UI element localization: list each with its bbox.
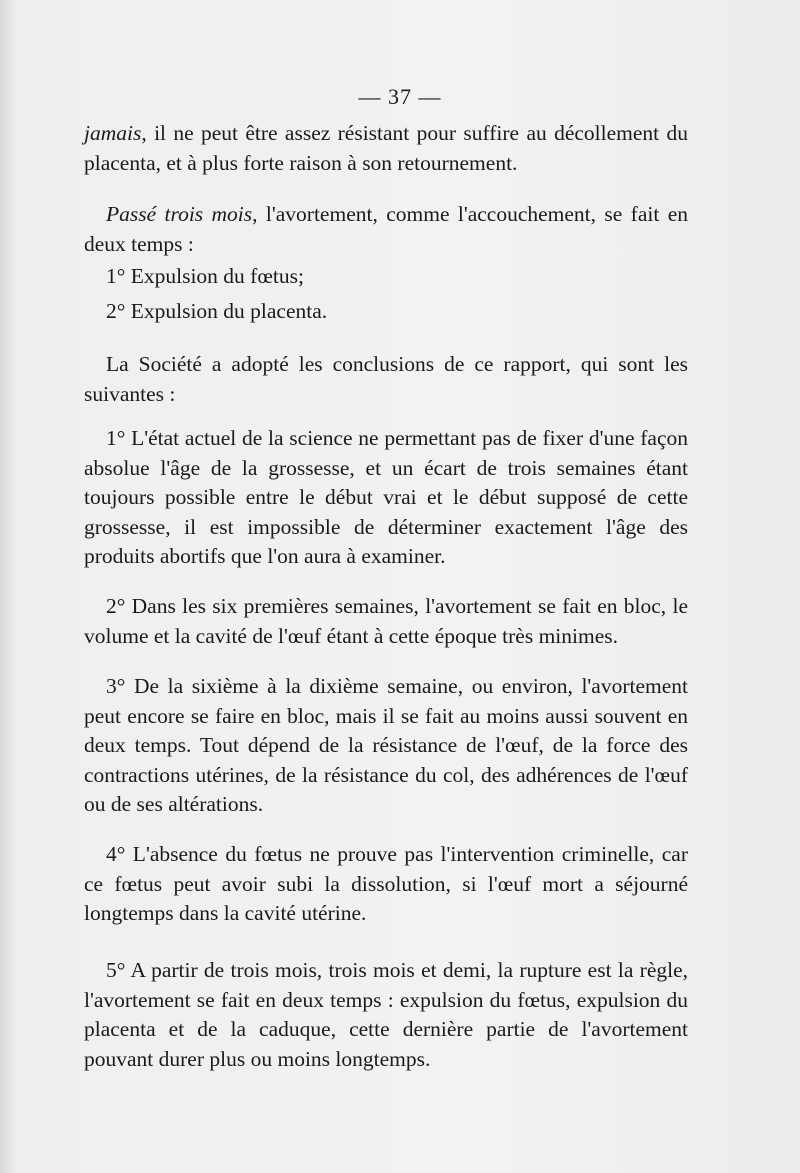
list-item: 2° Expulsion du placenta. [106, 299, 328, 323]
conclusion-item: 5° A partir de trois mois, trois mois et demi, la rupture est la règle, l'avortement se fait en deux temps : expulsion du fœtus, expulsion du placenta et de la caduque, cette dernière partie de l'avortement pouvant durer plus ou moins longtemps. [84, 958, 688, 1071]
conclusion-item: 4° L'absence du fœtus ne prouve pas l'intervention criminelle, car ce fœtus peut avoir subi la dissolution, si l'œuf mort a séjourné longtemps dans la cavité utérine. [84, 842, 688, 925]
italic-lead: Passé trois mois [106, 202, 253, 226]
list-item: 1° Expulsion du fœtus; [106, 264, 304, 288]
conclusion-item: 3° De la sixième à la dixième semaine, ou environ, l'avortement peut encore se faire en bloc, mais il se fait au moins aussi souvent en deux temps. Tout dépend de la résistance de l'œuf, de la force des contractions utérines, de la résistance du col, des adhérences de l'œuf ou de ses altérations. [84, 674, 688, 816]
paragraph [84, 119, 688, 178]
page-number: — 37 — [358, 84, 442, 109]
paragraph [84, 200, 688, 259]
conclusion-item: 1° L'état actuel de la science ne permettant pas de fixer d'une façon absolue l'âge de la grossesse, et un écart de trois semaines étant toujours possible entre le début vrai et le début supposé de cette grossesse, il est impossible de déterminer exactement l'âge des produits abortifs que l'on aura à examiner. [84, 426, 688, 568]
conclusion-item: 2° Dans les six premières semaines, l'avortement se fait en bloc, le volume et la cavité de l'œuf étant à cette époque très minimes. [84, 594, 688, 648]
italic-lead: jamais [84, 121, 142, 145]
paragraph: La Société a adopté les conclusions de ce rapport, qui sont les suivantes : [84, 352, 688, 406]
paragraph-text: , l'avortement, comme l'accouchement, se fait en deux temps : [84, 202, 688, 256]
paragraph-text: , il ne peut être assez résistant pour suffire au décollement du placenta, et à plus forte raison à son retournement. [84, 121, 688, 175]
